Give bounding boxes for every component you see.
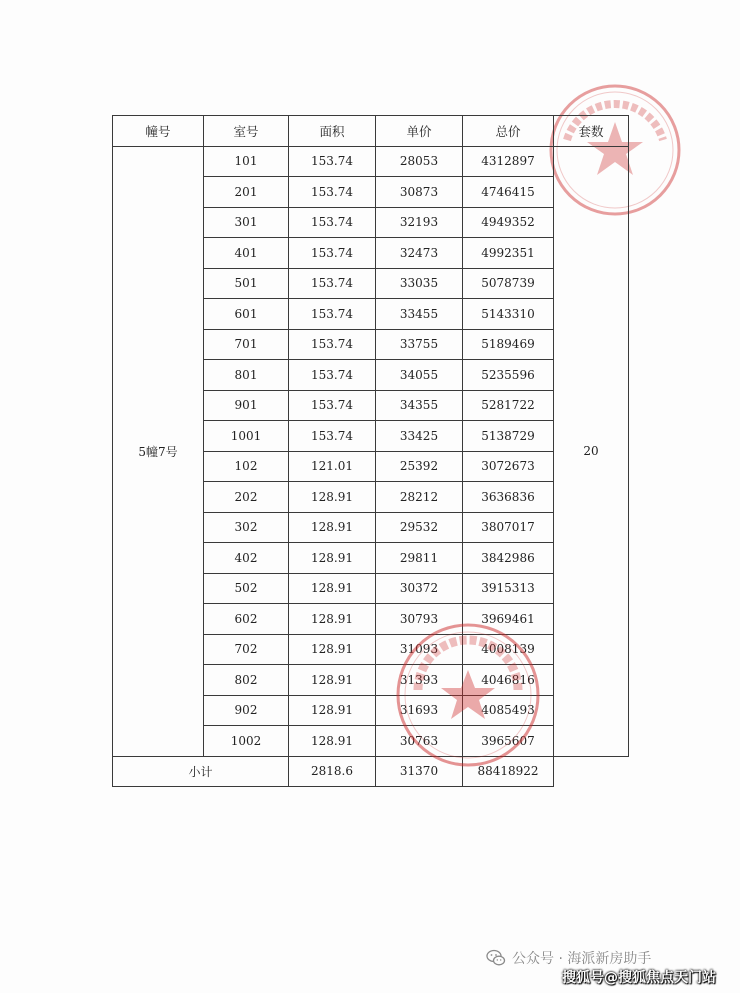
total-cell: 5189469 [463, 329, 554, 360]
area-cell: 153.74 [289, 238, 376, 269]
total-cell: 3969461 [463, 604, 554, 635]
total-cell: 3636836 [463, 482, 554, 513]
header-total-price: 总价 [463, 116, 554, 147]
area-cell: 128.91 [289, 665, 376, 696]
total-cell: 5281722 [463, 390, 554, 421]
unit-price-cell: 29811 [376, 543, 463, 574]
room-cell: 1001 [204, 421, 289, 452]
total-cell: 4008139 [463, 634, 554, 665]
unit-price-cell: 30372 [376, 573, 463, 604]
room-cell: 801 [204, 360, 289, 391]
header-unit-count: 套数 [554, 116, 629, 147]
total-cell: 3965607 [463, 726, 554, 757]
area-cell: 128.91 [289, 726, 376, 757]
total-cell: 4949352 [463, 207, 554, 238]
unit-price-cell: 34055 [376, 360, 463, 391]
subtotal-total: 88418922 [463, 756, 554, 787]
price-table [112, 115, 629, 787]
table-body [113, 146, 629, 756]
unit-price-cell: 29532 [376, 512, 463, 543]
area-cell: 153.74 [289, 390, 376, 421]
area-cell: 128.91 [289, 573, 376, 604]
total-cell: 3807017 [463, 512, 554, 543]
subtotal-label: 小计 [113, 756, 289, 787]
wechat-icon [486, 948, 506, 968]
room-cell: 601 [204, 299, 289, 330]
area-cell: 153.74 [289, 329, 376, 360]
room-cell: 1002 [204, 726, 289, 757]
subtotal-unit-price: 31370 [376, 756, 463, 787]
area-cell: 153.74 [289, 146, 376, 177]
unit-price-cell: 30793 [376, 604, 463, 635]
subtotal-row [113, 756, 629, 787]
area-cell: 128.91 [289, 634, 376, 665]
total-cell: 4992351 [463, 238, 554, 269]
red-seal-icon [393, 620, 543, 770]
unit-price-cell: 33455 [376, 299, 463, 330]
sohu-watermark: 搜狐号@搜狐焦点天门站 [562, 970, 716, 986]
unit-price-cell: 30873 [376, 177, 463, 208]
area-cell: 128.91 [289, 482, 376, 513]
room-cell: 102 [204, 451, 289, 482]
room-cell: 201 [204, 177, 289, 208]
building-cell: 5幢7号 [113, 146, 204, 756]
area-cell: 153.74 [289, 360, 376, 391]
unit-count-cell: 20 [554, 146, 629, 756]
unit-price-cell: 28212 [376, 482, 463, 513]
area-cell: 153.74 [289, 268, 376, 299]
total-cell: 5138729 [463, 421, 554, 452]
total-cell: 4312897 [463, 146, 554, 177]
room-cell: 701 [204, 329, 289, 360]
unit-price-cell: 31093 [376, 634, 463, 665]
room-cell: 301 [204, 207, 289, 238]
room-cell: 101 [204, 146, 289, 177]
unit-price-cell: 31693 [376, 695, 463, 726]
room-cell: 501 [204, 268, 289, 299]
total-cell: 4046816 [463, 665, 554, 696]
area-cell: 128.91 [289, 543, 376, 574]
area-cell: 153.74 [289, 207, 376, 238]
room-cell: 902 [204, 695, 289, 726]
room-cell: 401 [204, 238, 289, 269]
total-cell: 5143310 [463, 299, 554, 330]
subtotal-area: 2818.6 [289, 756, 376, 787]
total-cell: 4746415 [463, 177, 554, 208]
area-cell: 128.91 [289, 604, 376, 635]
room-cell: 502 [204, 573, 289, 604]
header-room: 室号 [204, 116, 289, 147]
unit-price-cell: 33755 [376, 329, 463, 360]
unit-price-cell: 32193 [376, 207, 463, 238]
unit-price-cell: 33035 [376, 268, 463, 299]
header-building: 幢号 [113, 116, 204, 147]
room-cell: 402 [204, 543, 289, 574]
total-cell: 3072673 [463, 451, 554, 482]
unit-price-cell: 33425 [376, 421, 463, 452]
unit-price-cell: 28053 [376, 146, 463, 177]
area-cell: 153.74 [289, 177, 376, 208]
area-cell: 153.74 [289, 421, 376, 452]
room-cell: 302 [204, 512, 289, 543]
room-cell: 901 [204, 390, 289, 421]
unit-price-cell: 25392 [376, 451, 463, 482]
total-cell: 3915313 [463, 573, 554, 604]
total-cell: 5235596 [463, 360, 554, 391]
header-unit-price: 单价 [376, 116, 463, 147]
header-area: 面积 [289, 116, 376, 147]
unit-price-cell: 31393 [376, 665, 463, 696]
area-cell: 153.74 [289, 299, 376, 330]
unit-price-cell: 30763 [376, 726, 463, 757]
total-cell: 3842986 [463, 543, 554, 574]
room-cell: 202 [204, 482, 289, 513]
unit-price-cell: 34355 [376, 390, 463, 421]
table-row [113, 146, 629, 177]
unit-price-cell: 32473 [376, 238, 463, 269]
room-cell: 702 [204, 634, 289, 665]
area-cell: 128.91 [289, 695, 376, 726]
room-cell: 602 [204, 604, 289, 635]
area-cell: 121.01 [289, 451, 376, 482]
total-cell: 5078739 [463, 268, 554, 299]
total-cell: 4085493 [463, 695, 554, 726]
wechat-account-name: 公众号 · 海派新房助手 [512, 951, 652, 967]
area-cell: 128.91 [289, 512, 376, 543]
table-header-row [113, 116, 629, 147]
room-cell: 802 [204, 665, 289, 696]
